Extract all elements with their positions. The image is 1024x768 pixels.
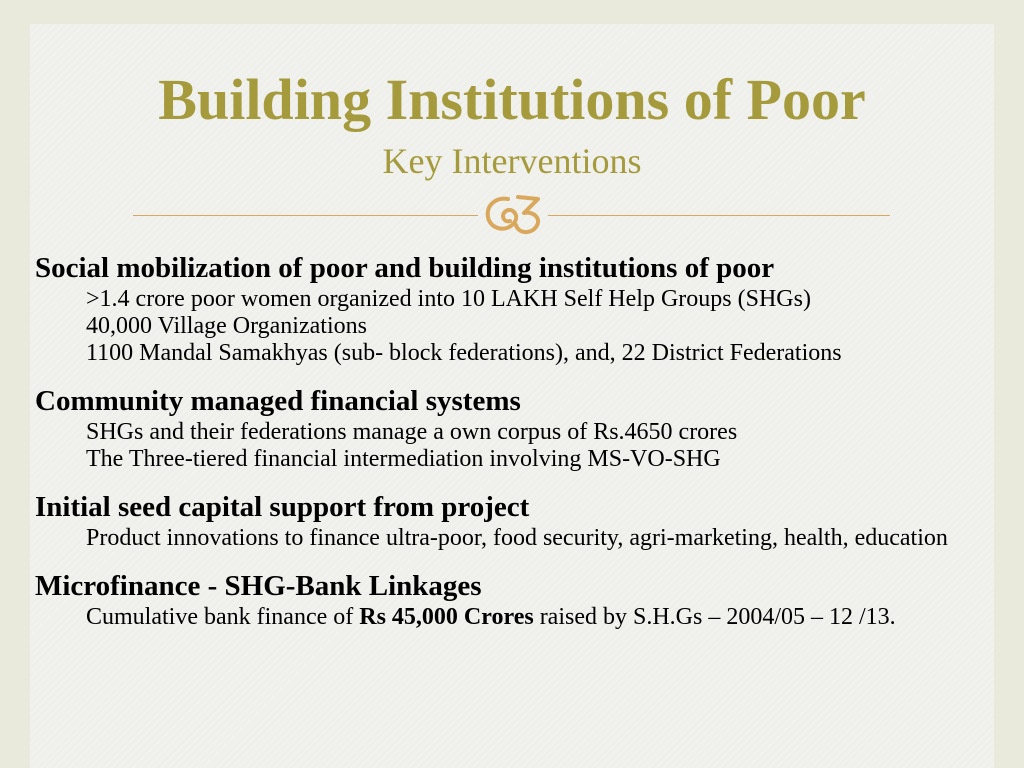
bullet-item: 1100 Mandal Samakhyas (sub- block federations), and, 22 District Federations xyxy=(86,340,842,366)
flourish-icon xyxy=(478,189,548,239)
section-microfinance xyxy=(35,568,1005,631)
section-seed-capital xyxy=(35,489,1005,552)
bullet-item: 40,000 Village Organizations xyxy=(86,313,367,339)
title-divider-left xyxy=(133,215,478,216)
bullet-item xyxy=(35,604,1005,631)
title-divider-right xyxy=(548,215,890,216)
section-heading: Social mobilization of poor and building institutions of poor xyxy=(35,252,775,284)
section-financial-systems xyxy=(35,383,1005,473)
section-heading: Community managed financial systems xyxy=(35,385,521,417)
bullet-item: The Three-tiered financial intermediation involving MS-VO-SHG xyxy=(86,446,721,472)
slide-content xyxy=(35,250,1005,647)
section-heading: Initial seed capital support from project xyxy=(35,491,530,523)
section-heading: Microfinance - SHG-Bank Linkages xyxy=(35,570,482,602)
bullet-text: Cumulative bank finance of xyxy=(86,604,360,630)
slide-subtitle: Key Interventions xyxy=(382,141,642,181)
bullet-emphasis: Rs 45,000 Crores xyxy=(359,604,534,630)
bullet-item: SHGs and their federations manage a own corpus of Rs.4650 crores xyxy=(86,419,738,445)
section-social-mobilization xyxy=(35,250,1005,367)
bullet-item: >1.4 crore poor women organized into 10 LAKH Self Help Groups (SHGs) xyxy=(86,286,811,312)
slide-title: Building Institutions of Poor xyxy=(158,67,866,132)
bullet-text: raised by S.H.Gs – 2004/05 – 12 /13. xyxy=(533,604,896,630)
bullet-item: Product innovations to finance ultra-poor, food security, agri-marketing, health, education xyxy=(86,525,948,551)
